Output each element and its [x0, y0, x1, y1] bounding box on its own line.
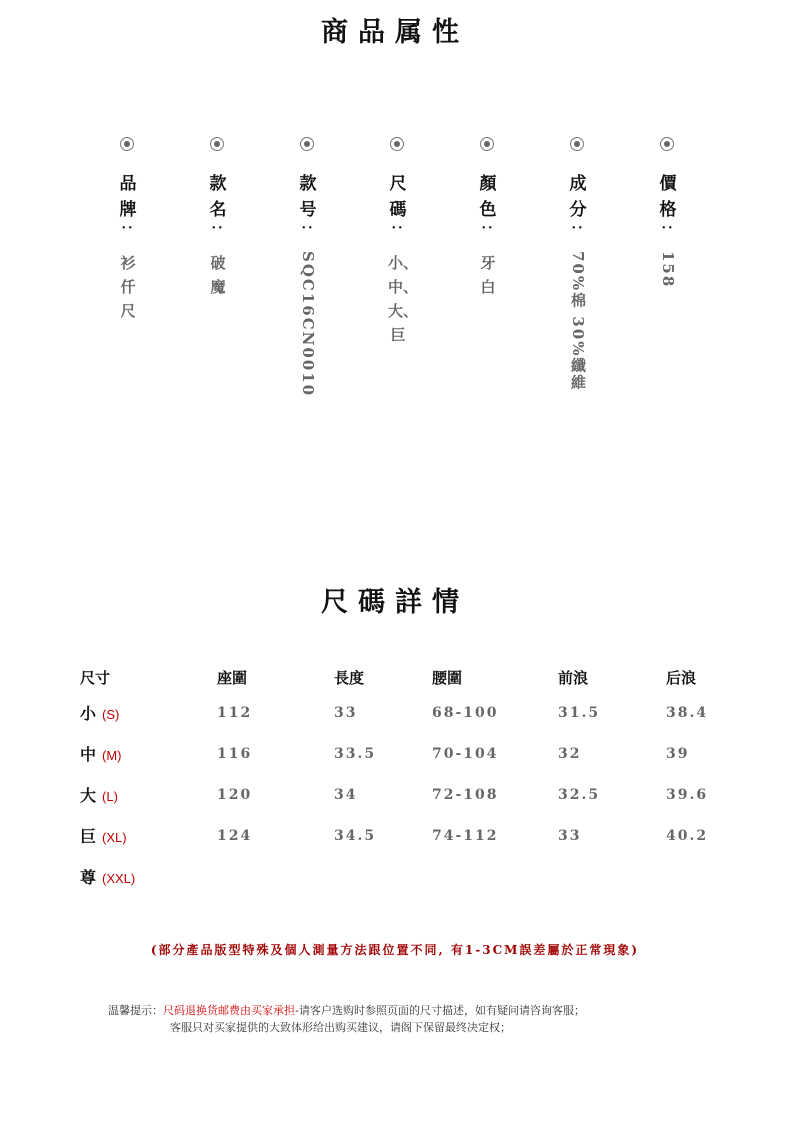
size-value-cell: 70-104 — [432, 745, 499, 762]
section-title-size-details: 尺碼詳情 — [321, 587, 469, 618]
size-value-cell — [334, 856, 432, 897]
header-seat: 座圍 — [217, 668, 248, 687]
size-row — [80, 692, 726, 733]
radio-bullet-icon — [210, 137, 224, 151]
size-cn: 大 — [80, 786, 97, 805]
measurement-note: (部分產品版型特殊及個人測量方法跟位置不同, 有1-3CM誤差屬於正常現象) — [150, 943, 640, 957]
size-name-cell — [80, 692, 217, 733]
tip-line-1 — [108, 1002, 585, 1019]
size-cn: 尊 — [80, 868, 97, 887]
attribute-value: 破魔 — [210, 254, 226, 296]
size-value-cell: 33.5 — [334, 745, 377, 762]
size-value-cell: 38.4 — [666, 704, 709, 721]
size-value-cell: 112 — [217, 704, 253, 721]
attribute-value: SQC16CN0010 — [299, 251, 317, 398]
size-en: (L) — [102, 789, 118, 804]
size-value-cell: 33 — [334, 704, 358, 721]
radio-bullet-icon — [480, 137, 494, 151]
size-cn: 中 — [80, 745, 97, 764]
size-value-cell: 124 — [217, 827, 253, 844]
radio-bullet-icon — [660, 137, 674, 151]
size-row — [80, 733, 726, 774]
size-row — [80, 774, 726, 815]
size-row — [80, 856, 726, 897]
attribute-colon: ·· — [571, 221, 585, 236]
attribute-colon: ·· — [391, 221, 405, 236]
attribute-label: 品牌 — [119, 174, 137, 220]
radio-bullet-icon — [570, 137, 584, 151]
size-value-cell — [558, 856, 666, 897]
header-back-rise: 后浪 — [666, 668, 697, 687]
radio-bullet-icon — [300, 137, 314, 151]
size-table — [80, 662, 726, 897]
size-value-cell: 116 — [217, 745, 253, 762]
size-value-cell: 33 — [558, 827, 582, 844]
size-en: (XXL) — [102, 871, 136, 886]
size-value-cell: 68-100 — [432, 704, 499, 721]
size-cn: 小 — [80, 704, 97, 723]
attribute-item — [568, 137, 592, 391]
size-value-cell: 32.5 — [558, 786, 601, 803]
attribute-colon: ·· — [211, 221, 225, 236]
attribute-value: 衫仟尺 — [120, 254, 136, 320]
radio-bullet-icon — [120, 137, 134, 151]
tip-line-2: 客服只对买家提供的大致体形给出购买建议，请阁下保留最终决定权； — [170, 1021, 511, 1034]
header-waist: 腰圍 — [432, 668, 463, 687]
size-value-cell: 39.6 — [666, 786, 709, 803]
attribute-label: 款号 — [299, 174, 317, 220]
attribute-label: 尺碼 — [389, 174, 407, 220]
size-value-cell: 39 — [666, 745, 690, 762]
attribute-item — [478, 137, 502, 299]
size-en: (XL) — [102, 830, 127, 845]
attribute-item — [298, 137, 322, 397]
size-row — [80, 815, 726, 856]
attribute-colon: ·· — [481, 221, 495, 236]
size-name-cell — [80, 774, 217, 815]
attribute-item — [208, 137, 232, 299]
attribute-colon: ·· — [301, 221, 315, 236]
size-value-cell — [432, 856, 558, 897]
radio-bullet-icon — [390, 137, 404, 151]
size-en: (S) — [102, 707, 120, 722]
attribute-colon: ·· — [661, 221, 675, 236]
size-value-cell: 40.2 — [666, 827, 709, 844]
attribute-label: 價格 — [659, 174, 677, 220]
attribute-item — [658, 137, 682, 288]
attribute-value: 70%棉 30%纖維 — [569, 251, 587, 392]
size-name-cell — [80, 856, 217, 897]
tip-prefix: 温馨提示： — [108, 1004, 163, 1017]
size-value-cell — [666, 856, 726, 897]
header-front-rise: 前浪 — [558, 668, 589, 687]
size-value-cell — [217, 856, 334, 897]
warm-tip — [108, 1002, 585, 1036]
size-value-cell: 120 — [217, 786, 253, 803]
size-value-cell: 34 — [334, 786, 358, 803]
size-value-cell: 32 — [558, 745, 582, 762]
size-value-cell: 74-112 — [432, 827, 499, 844]
size-table-header — [80, 662, 726, 692]
size-en: (M) — [102, 748, 122, 763]
header-length: 長度 — [334, 668, 365, 687]
size-value-cell: 72-108 — [432, 786, 499, 803]
attribute-label: 款名 — [209, 174, 227, 220]
attribute-label: 顏色 — [479, 174, 497, 220]
section-title-attributes: 商品属性 — [321, 17, 469, 48]
attribute-value: 牙白 — [480, 254, 496, 296]
attribute-item — [118, 137, 142, 323]
tip-return-shipping: 尺码退换货邮费由买家承担 — [163, 1004, 295, 1017]
attribute-value: 158 — [659, 251, 677, 289]
size-name-cell — [80, 733, 217, 774]
tip-line-1-rest: -请客户选购时参照页面的尺寸描述，如有疑问请咨询客服； — [295, 1004, 585, 1017]
attribute-item — [388, 137, 419, 347]
attribute-colon: ·· — [121, 221, 135, 236]
size-name-cell — [80, 815, 217, 856]
attribute-value: 小、中、大、巨 — [388, 254, 419, 344]
attribute-label: 成分 — [569, 174, 587, 220]
size-value-cell: 34.5 — [334, 827, 377, 844]
size-value-cell: 31.5 — [558, 704, 601, 721]
size-cn: 巨 — [80, 827, 97, 846]
header-size: 尺寸 — [80, 668, 111, 687]
